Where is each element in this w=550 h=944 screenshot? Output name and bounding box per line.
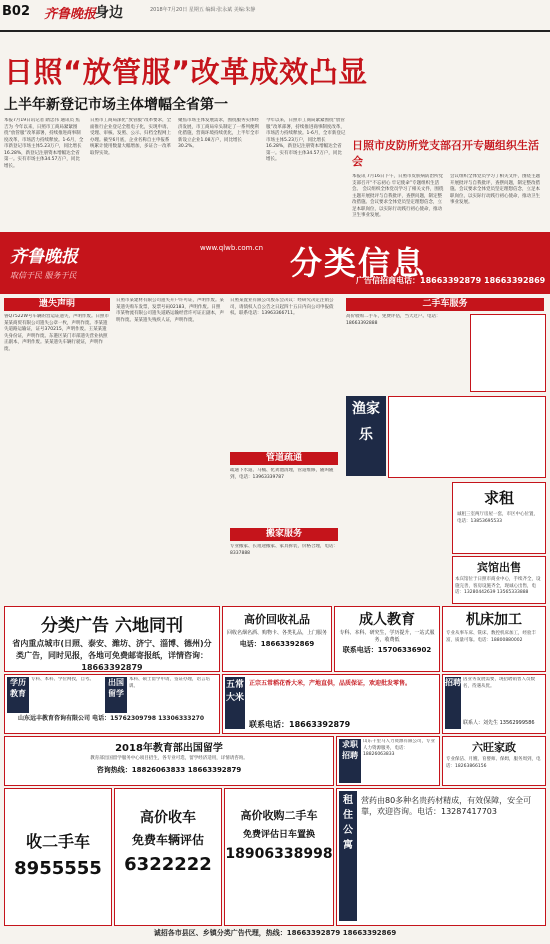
banner-logo: 齐鲁晚报 [10, 247, 78, 267]
classified-banner [0, 232, 550, 294]
hotel-box [452, 556, 546, 604]
used-car-box [470, 314, 546, 392]
rice-text: 正宗五常稻花香大米，产地直供，品质保证，欢迎批发零售。 [249, 680, 412, 687]
adult-edu-phone: 联系电话：15706336902 [342, 646, 432, 654]
qiuzu-box [452, 482, 546, 554]
side-text: 会议组织全体党员学习了相关文件，围绕主题开展批评与自我批评，查摆问题，制定整改措施。会议要求全体党员坚定理想信念，立足本职岗位，以实际行动践行初心使命，推动卫生事业发展。 [352, 187, 444, 218]
tab-lost: 遗失声明 [4, 298, 110, 311]
yujia-label: 渔家乐 [346, 396, 386, 476]
byline: 本报7月19日讯记者 隋忠伟 通讯员 焦吉为 [4, 118, 80, 130]
apartment-ad [336, 788, 546, 926]
adult-edu-title: 成人教育 [359, 612, 415, 628]
headline: 日照“放管服”改革成效凸显 [4, 55, 368, 89]
adult-edu-text: 专科、本科、研究生，学历提升，一站式服务，收费低 [339, 630, 435, 643]
yujia-ad [388, 396, 546, 478]
hotel-text: 本宾馆位于日照市商业中心，手续齐全，设施完善，客房设施齐全，现诚心出售，电话：13280442639 13565333888 [455, 577, 541, 595]
side-article-col-1 [352, 174, 444, 230]
article-col-2: 日照市工商局深化“放管服”改革要求，全面推行企业登记全程电子化，实现申请、受理、审核、发照、公示、归档全程网上办理。截至6月底，企业名称自主申报系统累计使用数量大幅增加，多证合一改革取得实效。 [90, 118, 172, 156]
tab-used-car-service: 二手车服务 [346, 298, 544, 311]
abroad-2018-text: 教育部出国留学服务中心项目招生，各专业可选，留学经济适用，详情请咨询。 [90, 756, 248, 761]
housekeeping-text: 专业保洁、月嫂、育婴师、保姆，服务周到，电话：18263866156 [446, 757, 541, 769]
pipe-ad: 疏通下水道、马桶、化粪池清理，管道维修，随叫随到，电话：13963339787 [230, 468, 334, 480]
side-article-title: 日照市皮防所党支部召开专题组织生活会 [352, 139, 539, 168]
apartment-text: 营药由80多种名贵药材精成，有效保障，安全可靠，欢迎咨询。电话：13287417703 [361, 796, 532, 816]
recycle-phone: 电话：18663392869 [239, 640, 315, 648]
rice-phone: 联系电话：18663392879 [249, 720, 351, 729]
banner-title: 分类信息 [290, 244, 427, 282]
used-car-phone: 8955555 [14, 858, 102, 879]
page-meta: 2018年7月20日 星期五 编辑:张永斌 美编:朱静 [150, 7, 256, 13]
job-text: 山东千里马人力资源有限公司，专业人力资源服务，电话：18826063833 [363, 739, 435, 757]
housekeeping-ad [442, 736, 546, 786]
study-footer: 山东远丰教育咨询有限公司 电话：15762309798 13306333270 [17, 715, 205, 722]
abroad-text: 本科、硕士留学申请，签证办理，语言培训。 [129, 677, 210, 689]
side-article-col-2: 会议组织全体党员学习了相关文件，围绕主题开展批评与自我批评，查摆问题，制定整改措施。会议要求全体党员坚定理想信念，立足本职岗位，以实际行动践行初心使命，推动卫生事业发展。 [450, 174, 540, 205]
recycle-ad [222, 606, 332, 672]
car-buy-sub: 免费评估日车置换 [242, 830, 315, 840]
six-cities-ad [4, 606, 220, 672]
moving-ad: 专业搬家、长短途搬家、家具拆装，价格合理，电话：8337888 [230, 544, 338, 556]
article-col-3: 聚焦市场主体发展需求，围绕服务实体经济发展，市工商局牵头制定了一系列便利化措施，营商环境持续优化，上半年全市新设立企业1.08万户，同比增长30.2%。 [178, 118, 259, 149]
recycle-text: 回收名烟名酒、购物卡、各类礼品，上门服务 [226, 630, 327, 636]
hotel-title: 宾馆出售 [477, 561, 521, 574]
page-footer: 诚招各市县区、乡镇分类广告代理，热线：18663392879 18663392869 [153, 929, 397, 937]
used-car-ad [4, 788, 112, 926]
classified-col-3: 日照某置业有限公司股东会决议：经研究决定注销公司，请债权人自公告之日起四十五日内向公司申报债权。联系电话：13963366711。 [230, 298, 334, 316]
apartment-label: 租住公寓 [339, 791, 357, 921]
section-title: 身边 [95, 5, 123, 21]
lost-notices: 鲁Q7522W号车辆的营运证遗失，声明作废。日照市某某商贸有限公司遗失公章一枚，声明作废。李某遗失道路运输证，证号370215，声明作废。王某某遗失身份证，声明作废。东港区某门市部遗失营业执照正副本，声明作废。某某遗失车辆行驶证，声明作废。 [4, 314, 109, 352]
page-header [0, 0, 550, 32]
qiuzu-text: 诚租三室两厅房屋一套，市区中心位置，电话：13853695533 [457, 512, 538, 524]
brand-logo: 齐鲁晚报 [44, 7, 97, 22]
job-ad [336, 736, 440, 786]
study-ad [4, 674, 220, 734]
page-number: B02 [2, 4, 30, 19]
recycle-title: 高价回收礼品 [244, 613, 310, 626]
banner-phone: 广告信招商电话：18663392879 18663392869 [356, 276, 546, 285]
used-car-service-text: 高价收购二手车，免费评估，当天过户。电话：18663392888 [346, 314, 441, 326]
banner-tagline: 取信于民 服务于民 [10, 271, 77, 280]
recruit-label: 招聘 [445, 677, 461, 729]
side-byline: 本报讯 7月16日下午，日照市皮肤病防治所党支部召开“不忘初心 牢记使命”专题组织生活会。 [352, 174, 444, 192]
qiuzu-title: 求租 [483, 489, 514, 507]
truck-phone: 6322222 [124, 854, 212, 875]
car-buy-title: 高价收购二手车 [240, 809, 318, 822]
abroad-2018-title: 2018年教育部出国留学 [115, 743, 223, 754]
truck-title: 高价收车 [140, 810, 196, 826]
truck-sub: 免费车辆评估 [131, 833, 204, 847]
recruit-contact: 联系人：刘先生 13562999586 [463, 720, 535, 726]
six-cities-text: 省内重点城市(日照、泰安、潍坊、济宁、淄博、德州)分类广告，同时见报，各地可免费邮寄报纸，详情咨询：18663392879 [12, 639, 212, 672]
truck-ad [114, 788, 222, 926]
tab-moving: 搬家服务 [230, 528, 338, 541]
car-buy-phone: 18906338998 [225, 846, 333, 862]
machine-text: 专业从事车床、铣床、数控机床加工，经验丰富，质量可靠。电话：18800880002 [446, 631, 536, 643]
banner-url[interactable]: www.qlwb.com.cn [200, 244, 263, 252]
classified-col-2: 日照市某建材有限公司遗失开户许可证，声明作废。某某遗失购车发票，发票号码02183，声明作废。日照市某物流有限公司遗失道路运输经营许可证正副本，声明作废。某某遗失残疾人证，声明作废。 [116, 298, 224, 323]
used-car-title: 收二手车 [25, 832, 90, 851]
abroad-2018-ad [4, 736, 334, 786]
adult-edu-ad [334, 606, 440, 672]
tab-pipe: 管道疏通 [230, 452, 338, 465]
machine-title: 机床加工 [466, 612, 522, 628]
rice-label: 五常大米 [225, 677, 245, 729]
housekeeping-title: 六旺家政 [472, 741, 516, 754]
six-cities-title: 分类广告 六地同刊 [41, 616, 183, 636]
abroad-label: 出国留学 [105, 677, 127, 713]
xueli-text: 专科、本科、学位网授，自考。 [31, 677, 94, 682]
article-col-1 [4, 118, 84, 228]
abroad-2018-phone: 咨询热线：18826063833 18663392879 [96, 765, 242, 774]
article-text-1: 今年以来，日照市工商局紧紧围绕“放管服”改革部署，持续推进商事制度改革，市场活力持续释放。1-6月，全市新登记市场主体5.23万户，同比增长16.28%，新登记注册资本增幅达全省第一。实有市场主体34.57万户，同比增长。 [4, 124, 84, 169]
subheadline: 上半年新登记市场主体增幅全省第一 [4, 97, 228, 113]
machine-ad [442, 606, 546, 672]
recruit-ad [442, 674, 546, 734]
article-col-4: 今年以来，日照市工商局紧紧围绕“放管服”改革部署，持续推进商事制度改革，市场活力持续释放。1-6月，全市新登记市场主体5.23万户，同比增长16.28%，新登记注册资本增幅达全省第一。实有市场主体34.57万户，同比增长。 [266, 118, 346, 162]
job-label: 求职招聘 [339, 739, 361, 783]
recruit-text: 因业务发展需要，现招聘销售人员数名，待遇从优。 [463, 677, 535, 689]
rice-ad [222, 674, 440, 734]
xueli-label: 学历教育 [7, 677, 29, 713]
car-buy-ad [224, 788, 334, 926]
